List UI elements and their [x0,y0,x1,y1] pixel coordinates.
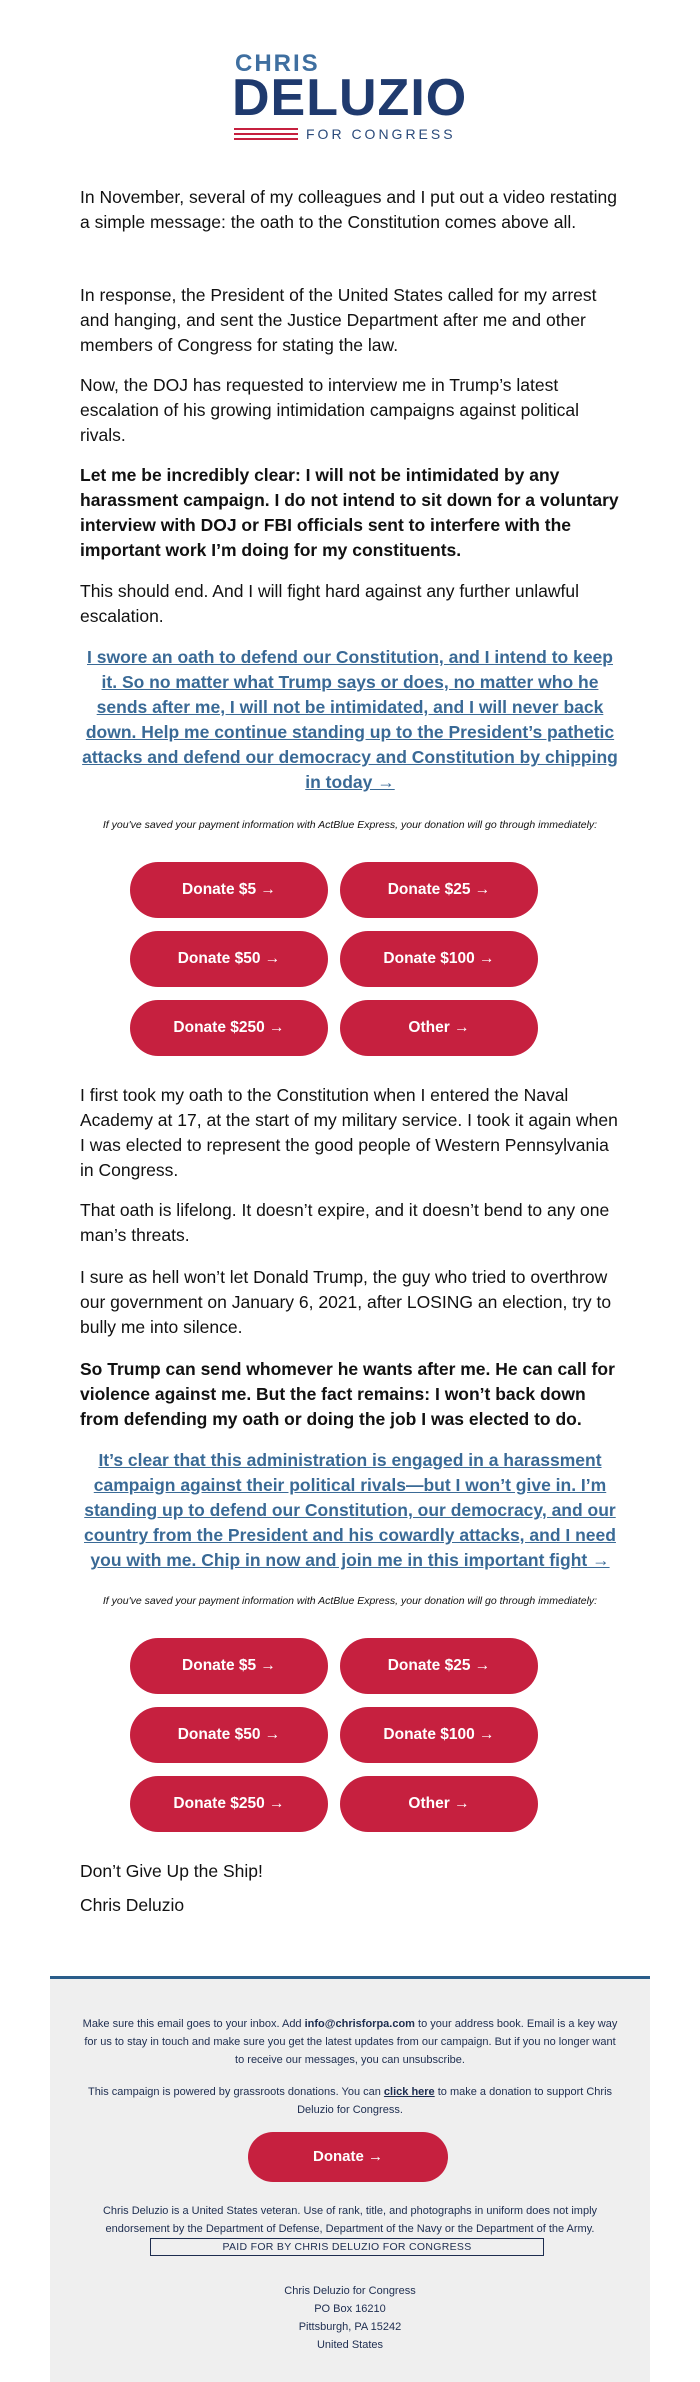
paid-for-disclaimer: PAID FOR BY CHRIS DELUZIO FOR CONGRESS [150,2238,544,2256]
donate-other-button[interactable]: Other → [340,1000,538,1056]
donate-25-button[interactable]: Donate $25 → [340,862,538,918]
paragraph-6: I first took my oath to the Constitution when I entered the Naval Academy at 17, at the start of my military service. I took it again when I was elected to represent the good people of Western Pennsylvania in Congress. [80,1085,618,1180]
donate-50-button[interactable]: Donate $50 → [130,931,328,987]
logo-subtitle: FOR CONGRESS [306,126,456,142]
mailing-address [80,2282,620,2354]
donate-50-button-2[interactable]: Donate $50 → [130,1707,328,1763]
logo-last-name: DELUZIO [232,69,468,127]
paragraph-9-bold: So Trump can send whomever he wants after me. He can call for violence against me. But the fact remains: I won’t back down from defending my oath or doing the job I was elected to do. [80,1359,615,1429]
donate-5-button-2[interactable]: Donate $5 → [130,1638,328,1694]
actblue-note-2: If you've saved your payment information with ActBlue Express, your donation will go through immediately: [102,1595,598,1607]
donate-cta-link-2[interactable]: It’s clear that this administration is engaged in a harassment campaign against their political rivals—but I won’t give in. I’m standing up to defend our Constitution, our democracy, and our country from the President and his cowardly attacks, and I need you with me. Chip in now and join me in this important fight → [84,1450,616,1570]
grassroots-pre: This campaign is powered by grassroots donations. You can [87,2086,384,2098]
paragraph-7: That oath is lifelong. It doesn’t expire, and it doesn’t bend to any one man’s threats. [80,1200,610,1245]
paragraph-5: This should end. And I will fight hard against any further unlawful escalation. [80,581,580,626]
email-footer [50,1976,650,2382]
grassroots-notice [80,2083,620,2119]
paragraph-3: Now, the DOJ has requested to interview me in Trump’s latest escalation of his growing intimidation campaigns against political rivals. [80,375,580,445]
grassroots-post: to make a donation to support Chris Deluzio for Congress. [297,2086,613,2116]
address-line: PO Box 16210 [314,2303,386,2315]
address-line: Pittsburgh, PA 15242 [298,2321,402,2333]
campaign-logo [230,50,470,142]
paragraph-4-bold: Let me be incredibly clear: I will not be intimidated by any harassment campaign. I do not intend to sit down for a voluntary interview with DOJ or FBI officials sent to interfere with the important work I’m doing for my constituents. [80,465,619,560]
sender-email: info@chrisforpa.com [304,2018,415,2030]
donate-other-button-2[interactable]: Other → [340,1776,538,1832]
donate-250-button-2[interactable]: Donate $250 → [130,1776,328,1832]
donate-100-button-2[interactable]: Donate $100 → [340,1707,538,1763]
donate-25-button-2[interactable]: Donate $25 → [340,1638,538,1694]
paragraph-1: In November, several of my colleagues and I put out a video restating a simple message: the oath to the Constitution comes above all. [80,187,617,232]
logo-first-name: CHRIS [235,50,320,77]
veteran-disclaimer: Chris Deluzio is a United States veteran. Use of rank, title, and photographs in uniform does not imply endorsement by the Department of Defense, Department of the Navy or the Department of the Army. [102,2205,598,2235]
donate-cta-link-1[interactable]: I swore an oath to defend our Constitution, and I intend to keep it. So no matter what Trump says or does, no matter who he sends after me, I will not be intimidated, and I will never back down. Help me continue standing up to the President’s pathetic attacks and defend our democracy and Constitution by chipping in today → [82,647,618,792]
paragraph-8: I sure as hell won’t let Donald Trump, the guy who tried to overthrow our government on January 6, 2021, after LOSING an election, try to bully me into silence. [80,1267,612,1337]
inbox-notice-post: to your address book. Email is a key way for us to stay in touch and make sure you get the latest updates from our campaign. But if you no longer want to receive our messages, you can unsubscribe. [84,2018,618,2066]
donate-100-button[interactable]: Donate $100 → [340,931,538,987]
donate-250-button[interactable]: Donate $250 → [130,1000,328,1056]
actblue-note-1: If you've saved your payment information with ActBlue Express, your donation will go through immediately: [102,819,598,831]
paragraph-2: In response, the President of the United States called for my arrest and hanging, and sent the Justice Department after me and other members of Congress for stating the law. [80,285,597,355]
signature-name: Chris Deluzio [80,1895,185,1915]
inbox-notice-pre: Make sure this email goes to your inbox. Add [82,2018,305,2030]
logo-stripes [234,128,298,143]
inbox-notice [80,2015,620,2069]
donate-5-button[interactable]: Donate $5 → [130,862,328,918]
address-line: Chris Deluzio for Congress [284,2285,416,2297]
footer-donate-button[interactable]: Donate → [248,2132,448,2182]
address-line: United States [316,2339,384,2351]
click-here-link[interactable]: click here [383,2086,435,2098]
sign-off-slogan: Don’t Give Up the Ship! [80,1861,263,1881]
